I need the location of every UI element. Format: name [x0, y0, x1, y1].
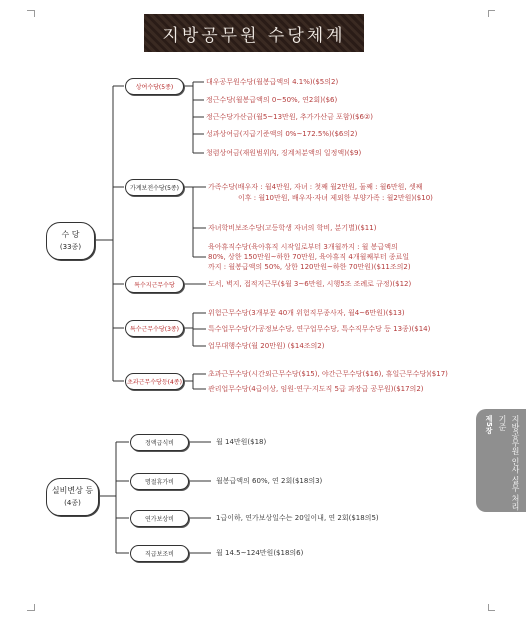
list-item: 월 14만원($18) — [216, 438, 267, 446]
list-item: 정근수당(월봉급액의 0~50%, 연2회)($6) — [206, 96, 338, 104]
group-household-allowance: 가계보전수당(5종) — [125, 179, 184, 196]
list-item: 월봉급액의 60%, 연 2회($18의3) — [216, 477, 323, 485]
group-overtime-allowance: 초과근무수당등(4종) — [125, 373, 184, 390]
list-item: 육아휴직수당(육아휴직 시작일로부터 3개월까지 : 월 봉급액의 — [208, 243, 398, 251]
list-item: 까지 : 월봉급액의 50%, 상한 120만원~하한 70만원)($11조의2) — [208, 263, 411, 271]
chapter-side-tab — [476, 409, 526, 512]
list-item: 업무대행수당(월 20만원) ($14조의2) — [208, 342, 325, 350]
list-item: 특수업무수당(가공정보수당, 연구업무수당, 특수직무수당 등 13종)($14) — [208, 325, 431, 333]
list-item: 가족수당(배우자 : 월4만원, 자녀 : 첫째 월2만원, 둘째 : 월6만원, 셋째 — [208, 183, 423, 191]
list-item: 정근수당가산금(월5~13만원, 추가가산금 포함)($6②) — [206, 113, 373, 121]
root-node-reimbursement — [46, 478, 99, 516]
group-special-area-allowance: 특수지근무수당 — [125, 276, 184, 293]
root-node-allowance — [46, 222, 95, 260]
list-item: 초과근무수당(시간외근무수당($15), 야간근무수당($16), 휴일근무수당)($17) — [208, 370, 448, 378]
group-rank-subsidy: 직급보조비 — [130, 545, 189, 562]
chapter-title: 지방공무원 인사 실무 처리 기준 — [498, 415, 520, 511]
root-node-count: (4종) — [64, 499, 81, 507]
list-item: 대우공무원수당(월봉급액의 4.1%)($5의2) — [206, 78, 339, 86]
list-item: 자녀학비보조수당(고등학생 자녀의 학비, 분기별)($11) — [208, 224, 377, 232]
list-item: 월 14.5~124만원($18의6) — [216, 549, 304, 557]
chapter-number: 제5장 — [485, 415, 493, 434]
list-item: 도서, 벽지, 접적지근무($월 3~6만원, 시행5조 조례로 규정)($12) — [208, 280, 412, 288]
list-item: 이후 : 월10만원, 배우자·자녀 제외한 부양가족 : 월2만원)($10) — [238, 194, 433, 202]
page-title: 지방공무원 수당체계 — [162, 25, 346, 46]
root-node-label: 실비변상 등 — [51, 486, 94, 495]
list-item: 청렴상여금(재원범위內, 징계처분액의 일정액)($9) — [206, 149, 362, 157]
group-bonus-allowance: 상여수당(5종) — [125, 78, 184, 95]
list-item: 성과상여금(지급기준액의 0%~172.5%)($6의2) — [206, 130, 358, 138]
group-special-duty-allowance: 특수근무수당(3종) — [125, 320, 184, 337]
list-item: 관리업무수당(4급이상, 임원·연구·지도직 5급 과장급 공무원)($17의2) — [208, 385, 424, 393]
list-item: 위험근무수당(3개부문 40개 위험직무종사자, 월4~6만원)($13) — [208, 309, 405, 317]
group-leave-compensation: 연가보상비 — [130, 510, 189, 527]
list-item: 80%, 상한 150만원~하한 70만원, 육아휴직 4개월째부터 종료일 — [208, 253, 410, 261]
root-node-count: (33종) — [59, 243, 82, 251]
list-item: 1급이하, 연가보상일수는 20일이내, 연 2회($18의5) — [216, 514, 379, 522]
group-meal-allowance: 정액급식비 — [130, 434, 189, 451]
group-holiday-bonus: 명절휴가비 — [130, 473, 189, 490]
root-node-label: 수 당 — [61, 230, 80, 239]
